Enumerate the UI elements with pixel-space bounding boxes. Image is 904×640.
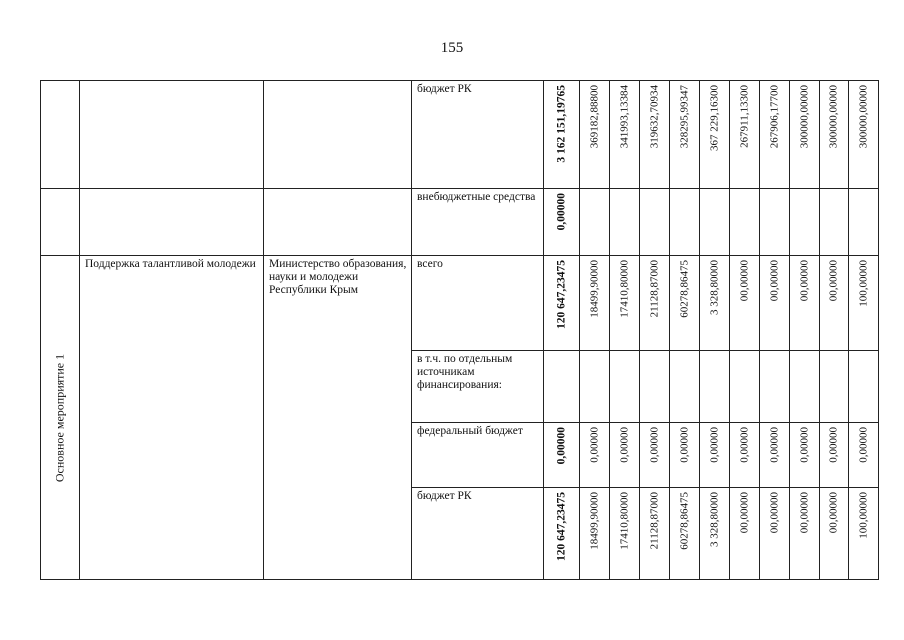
year-value: 0,00000 xyxy=(618,427,630,463)
table-row xyxy=(41,81,879,189)
year-value-cell xyxy=(849,423,879,488)
year-value-cell xyxy=(670,423,700,488)
year-value-cell xyxy=(790,423,820,488)
total-value: 3 162 151,19765 xyxy=(555,85,567,163)
year-value: 341993,13384 xyxy=(618,85,630,149)
source-cell xyxy=(412,423,544,488)
year-value-cell xyxy=(760,423,790,488)
page-number: 155 xyxy=(440,40,464,56)
total-cell xyxy=(544,256,580,351)
year-value: 00,00000 xyxy=(798,492,810,534)
year-value-cell xyxy=(730,256,760,351)
year-value: 267906,17700 xyxy=(768,85,780,149)
year-value-cell xyxy=(820,488,849,580)
year-value-cell xyxy=(580,81,610,189)
year-value-cell xyxy=(730,423,760,488)
year-value: 00,00000 xyxy=(768,260,780,302)
total-value: 120 647,23475 xyxy=(555,492,567,561)
year-value-cell xyxy=(700,81,730,189)
total-cell xyxy=(544,488,580,580)
source-label: бюджет РК xyxy=(417,490,472,502)
year-value-cell xyxy=(760,81,790,189)
year-value: 00,00000 xyxy=(827,260,840,302)
measure-label-cell xyxy=(41,256,80,580)
year-value-cell xyxy=(610,351,640,423)
year-value-cell xyxy=(670,488,700,580)
source-label: федеральный бюджет xyxy=(417,425,523,437)
source-label: бюджет РК xyxy=(417,83,472,95)
year-value-cell xyxy=(730,189,760,256)
year-value-cell xyxy=(760,189,790,256)
year-value-cell xyxy=(640,488,670,580)
year-value: 17410,80000 xyxy=(618,260,630,318)
measure-executor: Министерство образования, науки и молодежи Республики Крым xyxy=(269,258,407,296)
total-cell xyxy=(544,189,580,256)
year-value-cell xyxy=(580,488,610,580)
year-value: 0,00000 xyxy=(827,427,840,463)
year-value: 21128,87000 xyxy=(648,260,660,318)
year-value-cell xyxy=(730,81,760,189)
measure-executor-cell xyxy=(264,256,412,580)
year-value: 0,00000 xyxy=(678,427,690,463)
total-cell xyxy=(544,351,580,423)
source-cell xyxy=(412,488,544,580)
year-value-cell xyxy=(700,189,730,256)
year-value-cell xyxy=(640,351,670,423)
year-value: 0,00000 xyxy=(857,427,869,463)
year-value-cell xyxy=(790,81,820,189)
year-value-cell xyxy=(670,189,700,256)
source-cell xyxy=(412,189,544,256)
year-value: 0,00000 xyxy=(798,427,810,463)
year-value: 300000,00000 xyxy=(827,85,840,149)
source-cell xyxy=(412,256,544,351)
year-value: 100,00000 xyxy=(857,492,869,539)
year-value: 00,00000 xyxy=(768,492,780,534)
year-value-cell xyxy=(640,423,670,488)
year-value-cell xyxy=(670,256,700,351)
year-value-cell xyxy=(670,81,700,189)
measure-name: Поддержка талантливой молодежи xyxy=(85,258,256,270)
year-value-cell xyxy=(760,256,790,351)
year-value-cell xyxy=(670,351,700,423)
year-value: 60278,86475 xyxy=(678,492,690,550)
year-value-cell xyxy=(849,189,879,256)
year-value-cell xyxy=(610,256,640,351)
year-value: 17410,80000 xyxy=(618,492,630,550)
year-value-cell xyxy=(580,351,610,423)
year-value: 0,00000 xyxy=(648,427,660,463)
year-value-cell xyxy=(700,351,730,423)
source-label: в т.ч. по отдельным источникам финансирования: xyxy=(417,353,513,391)
measure-label: Основное мероприятие 1 xyxy=(52,353,67,482)
year-value: 100,00000 xyxy=(857,260,869,307)
year-value: 21128,87000 xyxy=(648,492,660,550)
year-value-cell xyxy=(820,351,849,423)
year-value-cell xyxy=(820,81,849,189)
year-value: 00,00000 xyxy=(798,260,810,302)
total-cell xyxy=(544,81,580,189)
year-value: 00,00000 xyxy=(738,260,750,302)
year-value-cell xyxy=(580,189,610,256)
year-value-cell xyxy=(610,189,640,256)
year-value-cell xyxy=(790,189,820,256)
year-value: 3 328,80000 xyxy=(708,260,720,315)
source-label: всего xyxy=(417,258,443,270)
year-value-cell xyxy=(700,488,730,580)
table-row xyxy=(41,189,879,256)
year-value: 18499,90000 xyxy=(588,492,600,550)
year-value-cell xyxy=(820,423,849,488)
executor-cell-empty xyxy=(264,189,412,256)
year-value-cell xyxy=(849,351,879,423)
year-value: 0,00000 xyxy=(738,427,750,463)
budget-table xyxy=(40,80,879,580)
year-value-cell xyxy=(790,256,820,351)
year-value-cell xyxy=(610,81,640,189)
year-value: 319632,70934 xyxy=(648,85,660,149)
year-value: 3 328,80000 xyxy=(708,492,720,547)
year-value: 0,00000 xyxy=(588,427,600,463)
year-value-cell xyxy=(730,351,760,423)
year-value-cell xyxy=(730,488,760,580)
year-value-cell xyxy=(849,256,879,351)
year-value: 367 229,16300 xyxy=(708,85,720,151)
year-value: 00,00000 xyxy=(827,492,840,534)
year-value: 00,00000 xyxy=(738,492,750,534)
measure-cell-empty xyxy=(41,81,80,189)
year-value-cell xyxy=(610,423,640,488)
year-value-cell xyxy=(610,488,640,580)
year-value-cell xyxy=(640,81,670,189)
year-value: 18499,90000 xyxy=(588,260,600,318)
year-value-cell xyxy=(760,488,790,580)
year-value-cell xyxy=(640,256,670,351)
executor-cell-empty xyxy=(264,81,412,189)
year-value-cell xyxy=(580,423,610,488)
measure-cell-empty xyxy=(41,189,80,256)
year-value: 369182,88800 xyxy=(588,85,600,149)
year-value-cell xyxy=(640,189,670,256)
year-value-cell xyxy=(849,81,879,189)
year-value-cell xyxy=(700,256,730,351)
year-value-cell xyxy=(820,256,849,351)
year-value: 0,00000 xyxy=(768,427,780,463)
measure-name-cell xyxy=(80,256,264,580)
total-cell xyxy=(544,423,580,488)
year-value-cell xyxy=(580,256,610,351)
total-value: 0,00000 xyxy=(555,427,567,465)
year-value: 0,00000 xyxy=(708,427,720,463)
year-value-cell xyxy=(790,488,820,580)
name-cell-empty xyxy=(80,81,264,189)
total-value: 120 647,23475 xyxy=(555,260,567,329)
year-value: 60278,86475 xyxy=(678,260,690,318)
year-value-cell xyxy=(849,488,879,580)
name-cell-empty xyxy=(80,189,264,256)
year-value-cell xyxy=(820,189,849,256)
year-value-cell xyxy=(700,423,730,488)
total-value: 0,00000 xyxy=(555,193,567,231)
year-value: 328295,99347 xyxy=(678,85,690,149)
year-value-cell xyxy=(760,351,790,423)
table-row xyxy=(41,256,879,351)
source-label: внебюджетные средства xyxy=(417,191,536,203)
year-value: 300000,00000 xyxy=(857,85,869,149)
year-value: 300000,00000 xyxy=(798,85,810,149)
year-value-cell xyxy=(790,351,820,423)
source-cell xyxy=(412,81,544,189)
year-value: 267911,13300 xyxy=(738,85,750,148)
source-cell xyxy=(412,351,544,423)
